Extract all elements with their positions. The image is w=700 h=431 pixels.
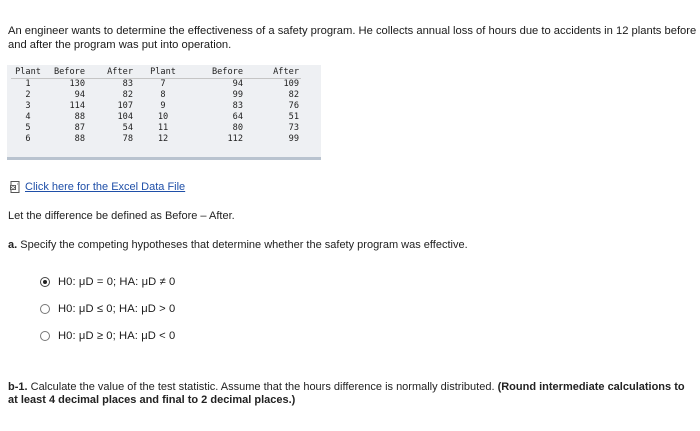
part-a-text: Specify the competing hypotheses that determine whether the safety program was effective.: [20, 239, 468, 251]
table-cell: 99: [232, 90, 243, 100]
part-b1-question: [8, 381, 688, 407]
problem-intro: An engineer wants to determine the effectiveness of a safety program. He collects annual loss of hours due to accidents in 12 plants before and after the program was put into operation.: [8, 25, 697, 51]
table-cell: 11: [157, 123, 169, 133]
header-after: After: [87, 67, 135, 79]
table-cell: 12: [157, 134, 169, 144]
table-cell: 64: [232, 112, 243, 122]
table-cell: 2: [25, 90, 31, 100]
table-cell: 83: [232, 101, 243, 111]
table-row: [11, 134, 301, 145]
hypothesis-option-2[interactable]: [40, 302, 175, 316]
difference-definition: Let the difference be defined as Before – After.: [8, 210, 235, 222]
table-cell: 54: [122, 123, 133, 133]
table-cell: 51: [288, 112, 299, 122]
table-row: [11, 90, 301, 101]
hypothesis-option-label: H0: μD ≤ 0; HA: μD > 0: [58, 303, 176, 315]
hypothesis-option-3[interactable]: [40, 329, 175, 343]
table-cell: 1: [25, 79, 31, 89]
table-row: [11, 123, 301, 134]
part-b1-rounding-note: (Round intermediate calculations to at least 4 decimal places and final to 2 decimal places.): [8, 381, 685, 406]
table-header-row: [11, 67, 301, 79]
data-table-panel: [7, 65, 321, 160]
header-before-2: Before: [191, 67, 245, 79]
table-cell: 88: [74, 134, 85, 144]
table-cell: 112: [227, 134, 243, 144]
excel-file-icon: [10, 181, 22, 193]
data-table: [11, 67, 301, 145]
table-cell: 99: [288, 134, 299, 144]
table-cell: 114: [69, 101, 85, 111]
part-a-question: [8, 239, 468, 251]
table-cell: 5: [25, 123, 31, 133]
table-cell: 87: [74, 123, 85, 133]
table-cell: 109: [283, 79, 299, 89]
header-plant: Plant: [11, 67, 45, 79]
part-b1-marker: b-1.: [8, 381, 28, 393]
table-cell: 94: [74, 90, 85, 100]
header-plant-2: Plant: [135, 67, 191, 79]
table-cell: 4: [25, 112, 31, 122]
hypothesis-option-1[interactable]: [40, 275, 175, 289]
table-row: [11, 112, 301, 123]
hypothesis-option-label: H0: μD = 0; HA: μD ≠ 0: [58, 276, 176, 288]
table-cell: 80: [232, 123, 243, 133]
radio-button[interactable]: [40, 331, 50, 341]
table-cell: 88: [74, 112, 85, 122]
header-after-2: After: [245, 67, 301, 79]
table-cell: 76: [288, 101, 299, 111]
part-a-marker: a.: [8, 239, 18, 251]
table-cell: 104: [117, 112, 133, 122]
table-cell: 78: [122, 134, 133, 144]
table-row: [11, 79, 301, 91]
hypothesis-options: [40, 275, 175, 356]
table-cell: 107: [117, 101, 133, 111]
table-cell: 10: [157, 112, 169, 122]
radio-button-selected[interactable]: [40, 277, 50, 287]
header-before: Before: [45, 67, 87, 79]
table-cell: 8: [160, 90, 166, 100]
table-cell: 7: [160, 79, 166, 89]
table-cell: 83: [122, 79, 133, 89]
table-row: [11, 101, 301, 112]
table-cell: 3: [25, 101, 31, 111]
table-cell: 94: [232, 79, 243, 89]
radio-button[interactable]: [40, 304, 50, 314]
excel-data-link[interactable]: Click here for the Excel Data File: [25, 181, 186, 193]
table-cell: 73: [288, 123, 299, 133]
table-cell: 82: [122, 90, 133, 100]
hypothesis-option-label: H0: μD ≥ 0; HA: μD < 0: [58, 330, 176, 342]
table-cell: 130: [69, 79, 85, 89]
table-cell: 82: [288, 90, 299, 100]
excel-link-row[interactable]: [10, 181, 185, 193]
table-cell: 9: [160, 101, 166, 111]
table-cell: 6: [25, 134, 31, 144]
part-b1-text: Calculate the value of the test statistic. Assume that the hours difference is normally distributed.: [30, 381, 495, 393]
